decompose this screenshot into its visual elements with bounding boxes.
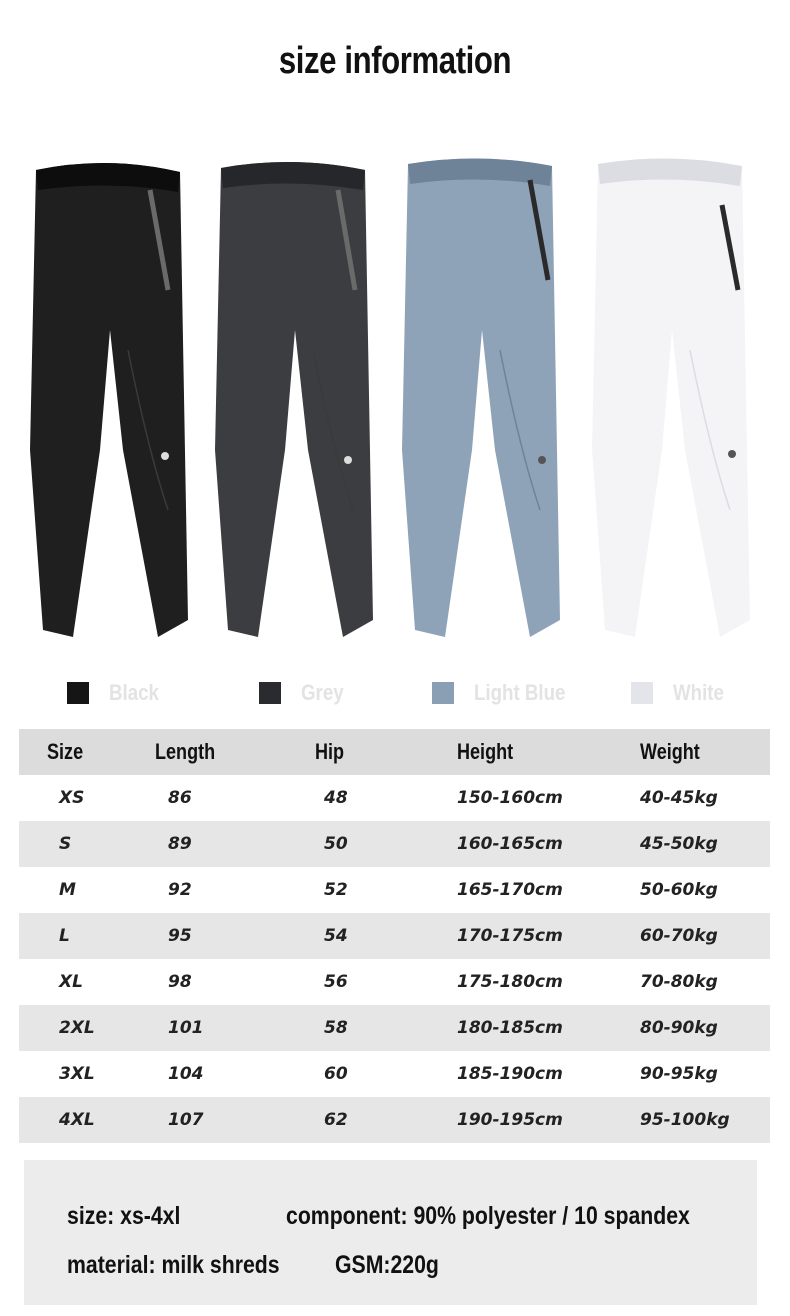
table-row bbox=[19, 1005, 770, 1051]
table-row bbox=[19, 775, 770, 821]
pants-image-white bbox=[590, 150, 755, 655]
cell-hip: 54 bbox=[289, 913, 424, 959]
swatch-black bbox=[67, 682, 89, 704]
cell-height: 170-175cm bbox=[424, 913, 614, 959]
cell-weight: 70-80kg bbox=[614, 959, 770, 1005]
cell-weight: 80-90kg bbox=[614, 1005, 770, 1051]
table-row bbox=[19, 867, 770, 913]
swatch-item-black bbox=[67, 676, 168, 710]
cell-height: 190-195cm bbox=[424, 1097, 614, 1143]
cell-size: 4XL bbox=[19, 1097, 114, 1143]
pants-black-figure bbox=[28, 150, 193, 655]
cell-hip: 52 bbox=[289, 867, 424, 913]
info-gsm: GSM:220g bbox=[335, 1251, 439, 1279]
swatch-item-white bbox=[631, 676, 733, 710]
cell-hip: 48 bbox=[289, 775, 424, 821]
cell-length: 104 bbox=[114, 1051, 289, 1097]
cell-height: 165-170cm bbox=[424, 867, 614, 913]
swatch-grey bbox=[259, 682, 281, 704]
pants-light-blue-figure bbox=[400, 150, 565, 655]
table-row bbox=[19, 1051, 770, 1097]
product-info-box bbox=[24, 1160, 757, 1305]
product-images bbox=[0, 150, 790, 660]
cell-length: 95 bbox=[114, 913, 289, 959]
swatch-label-black: Black bbox=[109, 680, 159, 705]
size-table bbox=[19, 729, 770, 1143]
cell-hip: 60 bbox=[289, 1051, 424, 1097]
swatch-label-white: White bbox=[673, 680, 724, 705]
table-row bbox=[19, 1097, 770, 1143]
header-weight: Weight bbox=[614, 729, 770, 775]
cell-height: 160-165cm bbox=[424, 821, 614, 867]
cell-weight: 40-45kg bbox=[614, 775, 770, 821]
cell-length: 86 bbox=[114, 775, 289, 821]
cell-size: M bbox=[19, 867, 114, 913]
cell-size: S bbox=[19, 821, 114, 867]
cell-length: 98 bbox=[114, 959, 289, 1005]
header-size: Size bbox=[19, 729, 114, 775]
pants-white-figure bbox=[590, 150, 755, 655]
pants-image-black bbox=[28, 150, 193, 655]
header-height: Height bbox=[424, 729, 614, 775]
cell-size: 3XL bbox=[19, 1051, 114, 1097]
cell-height: 185-190cm bbox=[424, 1051, 614, 1097]
table-row bbox=[19, 959, 770, 1005]
pants-image-light-blue bbox=[400, 150, 565, 655]
cell-weight: 60-70kg bbox=[614, 913, 770, 959]
table-header-row bbox=[19, 729, 770, 775]
cell-length: 107 bbox=[114, 1097, 289, 1143]
swatch-label-light-blue: Light Blue bbox=[474, 680, 566, 705]
swatch-light-blue bbox=[432, 682, 454, 704]
cell-hip: 56 bbox=[289, 959, 424, 1005]
cell-hip: 62 bbox=[289, 1097, 424, 1143]
info-component: component: 90% polyester / 10 spandex bbox=[286, 1202, 690, 1230]
info-size: size: xs-4xl bbox=[67, 1202, 181, 1230]
cell-size: L bbox=[19, 913, 114, 959]
table-body bbox=[19, 775, 770, 1143]
pants-image-grey bbox=[213, 150, 378, 655]
info-material: material: milk shreds bbox=[67, 1251, 280, 1279]
cell-size: XS bbox=[19, 775, 114, 821]
cell-length: 101 bbox=[114, 1005, 289, 1051]
header-length: Length bbox=[114, 729, 289, 775]
cell-hip: 58 bbox=[289, 1005, 424, 1051]
cell-hip: 50 bbox=[289, 821, 424, 867]
cell-weight: 90-95kg bbox=[614, 1051, 770, 1097]
pants-grey-figure bbox=[213, 150, 378, 655]
cell-height: 150-160cm bbox=[424, 775, 614, 821]
cell-weight: 45-50kg bbox=[614, 821, 770, 867]
cell-size: XL bbox=[19, 959, 114, 1005]
cell-length: 89 bbox=[114, 821, 289, 867]
cell-weight: 50-60kg bbox=[614, 867, 770, 913]
header-hip: Hip bbox=[289, 729, 424, 775]
cell-height: 180-185cm bbox=[424, 1005, 614, 1051]
page-title: size information bbox=[278, 40, 512, 82]
cell-size: 2XL bbox=[19, 1005, 114, 1051]
cell-height: 175-180cm bbox=[424, 959, 614, 1005]
cell-weight: 95-100kg bbox=[614, 1097, 770, 1143]
table-row bbox=[19, 821, 770, 867]
cell-length: 92 bbox=[114, 867, 289, 913]
swatch-item-grey bbox=[259, 676, 351, 710]
table-row bbox=[19, 913, 770, 959]
swatch-label-grey: Grey bbox=[301, 680, 344, 705]
swatch-item-light-blue bbox=[432, 676, 582, 710]
color-legend bbox=[0, 676, 790, 710]
swatch-white bbox=[631, 682, 653, 704]
